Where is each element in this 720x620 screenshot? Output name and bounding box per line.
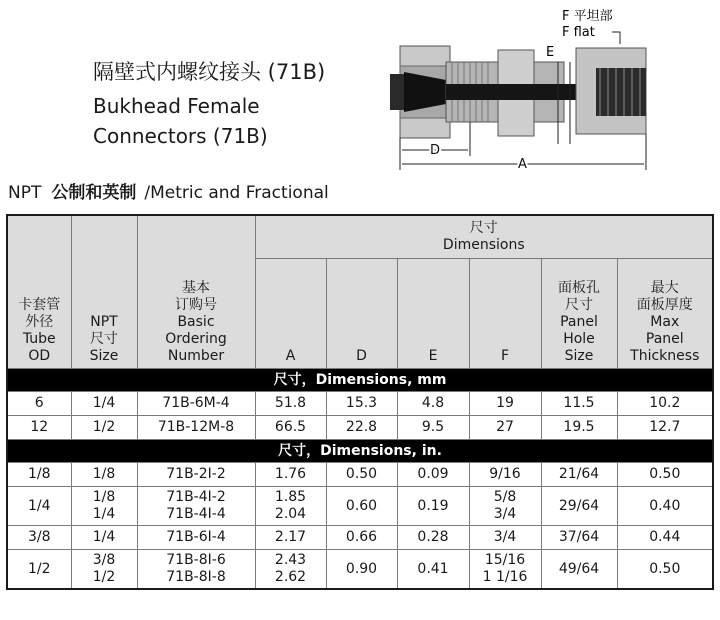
cell-order: 71B-6M-4 bbox=[137, 392, 255, 416]
cell-hole: 11.5 bbox=[541, 392, 617, 416]
cell-a bbox=[255, 487, 326, 526]
label-a: A bbox=[518, 157, 527, 172]
cell-thick: 10.2 bbox=[617, 392, 713, 416]
cell-f-line: 1 1/16 bbox=[482, 569, 528, 585]
label-d: D bbox=[430, 143, 441, 158]
cell-thick: 12.7 bbox=[617, 416, 713, 440]
cell-thick: 0.44 bbox=[617, 526, 713, 550]
table-row bbox=[7, 463, 713, 487]
header-d: D bbox=[326, 259, 397, 369]
header-max-1: 最大 bbox=[650, 280, 679, 296]
header-dim-en: Dimensions bbox=[442, 237, 525, 253]
band-mm: 尺寸，Dimensions, mm bbox=[7, 369, 713, 392]
header-max-3: Max bbox=[650, 314, 680, 330]
cell-npt-line: 1/2 bbox=[92, 569, 116, 585]
cell-tube: 1/2 bbox=[7, 550, 71, 590]
label-f-zh: F 平坦部 bbox=[562, 9, 613, 24]
header-hole-3: Panel bbox=[560, 314, 598, 330]
cell-tube: 6 bbox=[7, 392, 71, 416]
header-dim-zh: 尺寸 bbox=[469, 220, 498, 236]
cell-order: 71B-2I-2 bbox=[137, 463, 255, 487]
cell-a: 66.5 bbox=[255, 416, 326, 440]
cell-tube: 3/8 bbox=[7, 526, 71, 550]
cell-npt-line: 3/8 bbox=[92, 552, 116, 568]
female-thread-bore bbox=[596, 68, 646, 116]
header-order-5: Number bbox=[167, 348, 225, 364]
header-f: F bbox=[469, 259, 541, 369]
cell-d: 22.8 bbox=[326, 416, 397, 440]
cell-hole: 29/64 bbox=[541, 487, 617, 526]
header-tube-od-en1: Tube bbox=[22, 331, 56, 347]
cell-a: 1.76 bbox=[255, 463, 326, 487]
cell-a-line: 2.62 bbox=[274, 569, 307, 585]
cell-order-line: 71B-4I-2 bbox=[166, 489, 226, 505]
cell-tube: 12 bbox=[7, 416, 71, 440]
cell-d: 15.3 bbox=[326, 392, 397, 416]
header-max-2: 面板厚度 bbox=[636, 297, 693, 313]
dimensions-table bbox=[6, 214, 714, 590]
cell-f-line: 5/8 bbox=[493, 489, 517, 505]
label-f-flat: F flat bbox=[562, 25, 595, 40]
cell-hole: 37/64 bbox=[541, 526, 617, 550]
header-order-1: 基本 bbox=[182, 280, 210, 296]
table-row bbox=[7, 550, 713, 590]
header-npt-size bbox=[71, 215, 137, 369]
title-english-line1: Bukhead Female bbox=[93, 94, 260, 118]
cell-e: 0.09 bbox=[397, 463, 469, 487]
cell-npt: 1/4 bbox=[71, 392, 137, 416]
header-tube-od bbox=[7, 215, 71, 369]
cell-order-line: 71B-4I-4 bbox=[166, 506, 226, 522]
cell-f: 27 bbox=[469, 416, 541, 440]
header-e: E bbox=[397, 259, 469, 369]
header-order-4: Ordering bbox=[165, 331, 227, 347]
cell-npt bbox=[71, 550, 137, 590]
label-e: E bbox=[546, 45, 555, 60]
cell-thick: 0.50 bbox=[617, 550, 713, 590]
title-chinese: 隔壁式内螺纹接头 (71B) bbox=[93, 60, 326, 84]
cell-order-line: 71B-8I-6 bbox=[166, 552, 226, 568]
header-a: A bbox=[255, 259, 326, 369]
cell-f bbox=[469, 487, 541, 526]
cell-thick: 0.50 bbox=[617, 463, 713, 487]
cell-e: 4.8 bbox=[397, 392, 469, 416]
cell-f: 9/16 bbox=[469, 463, 541, 487]
bore bbox=[446, 84, 586, 100]
header-tube-od-zh1: 卡套管 bbox=[18, 297, 61, 313]
connector-drawing bbox=[386, 4, 656, 176]
cell-a-line: 2.04 bbox=[274, 506, 307, 522]
cell-hole: 21/64 bbox=[541, 463, 617, 487]
subtitle-zh: 公制和英制 bbox=[51, 183, 137, 203]
band-in: 尺寸，Dimensions, in. bbox=[7, 440, 713, 463]
header-hole-4: Hole bbox=[563, 331, 595, 347]
cell-a-line: 2.43 bbox=[274, 552, 307, 568]
header-order-2: 订购号 bbox=[175, 297, 217, 313]
cell-npt: 1/8 bbox=[71, 463, 137, 487]
cell-a: 2.17 bbox=[255, 526, 326, 550]
header-hole-1: 面板孔 bbox=[558, 280, 600, 296]
header-npt-3: Size bbox=[89, 348, 119, 364]
table-row bbox=[7, 487, 713, 526]
header-dimensions bbox=[255, 215, 713, 259]
table-row bbox=[7, 392, 713, 416]
header-panel-hole bbox=[541, 259, 617, 369]
header-hole-2: 尺寸 bbox=[565, 297, 593, 313]
table-row bbox=[7, 526, 713, 550]
header-order-3: Basic bbox=[177, 314, 215, 330]
cell-e: 0.19 bbox=[397, 487, 469, 526]
cell-a bbox=[255, 550, 326, 590]
label-f-leader bbox=[612, 32, 620, 44]
header-tube-od-en2: OD bbox=[28, 348, 51, 364]
header-max-5: Thickness bbox=[630, 348, 700, 364]
cell-npt bbox=[71, 487, 137, 526]
cell-thick: 0.40 bbox=[617, 487, 713, 526]
tube-end bbox=[390, 74, 404, 110]
subtitle-en: /Metric and Fractional bbox=[144, 183, 329, 203]
cell-f bbox=[469, 550, 541, 590]
cell-order: 71B-6I-4 bbox=[137, 526, 255, 550]
cell-a-line: 1.85 bbox=[274, 489, 307, 505]
header-max-panel-thickness bbox=[617, 259, 713, 369]
cell-npt: 1/4 bbox=[71, 526, 137, 550]
cell-order bbox=[137, 487, 255, 526]
cell-npt-line: 1/4 bbox=[92, 506, 116, 522]
cell-d: 0.90 bbox=[326, 550, 397, 590]
cell-order-line: 71B-8I-8 bbox=[166, 569, 226, 585]
cell-f: 3/4 bbox=[469, 526, 541, 550]
header-ordering-number bbox=[137, 215, 255, 369]
cell-order bbox=[137, 550, 255, 590]
cell-f: 19 bbox=[469, 392, 541, 416]
cell-e: 0.28 bbox=[397, 526, 469, 550]
cell-tube: 1/8 bbox=[7, 463, 71, 487]
cell-f-line: 15/16 bbox=[484, 552, 526, 568]
header-max-4: Panel bbox=[645, 331, 684, 347]
cell-tube: 1/4 bbox=[7, 487, 71, 526]
subtitle bbox=[8, 178, 329, 203]
cell-d: 0.66 bbox=[326, 526, 397, 550]
cell-f-line: 3/4 bbox=[493, 506, 517, 522]
cell-a: 51.8 bbox=[255, 392, 326, 416]
title-english-line2: Connectors (71B) bbox=[93, 124, 268, 148]
header-tube-od-zh2: 外径 bbox=[25, 314, 54, 330]
cell-d: 0.60 bbox=[326, 487, 397, 526]
cell-e: 9.5 bbox=[397, 416, 469, 440]
subtitle-npt: NPT bbox=[8, 183, 42, 203]
cell-npt-line: 1/8 bbox=[92, 489, 116, 505]
cell-npt: 1/2 bbox=[71, 416, 137, 440]
cell-hole: 19.5 bbox=[541, 416, 617, 440]
cell-e: 0.41 bbox=[397, 550, 469, 590]
cell-order: 71B-12M-8 bbox=[137, 416, 255, 440]
header-hole-5: Size bbox=[564, 348, 594, 364]
cell-d: 0.50 bbox=[326, 463, 397, 487]
header-npt-1: NPT bbox=[90, 314, 118, 330]
table-row bbox=[7, 416, 713, 440]
header-npt-2: 尺寸 bbox=[90, 331, 118, 347]
cell-hole: 49/64 bbox=[541, 550, 617, 590]
